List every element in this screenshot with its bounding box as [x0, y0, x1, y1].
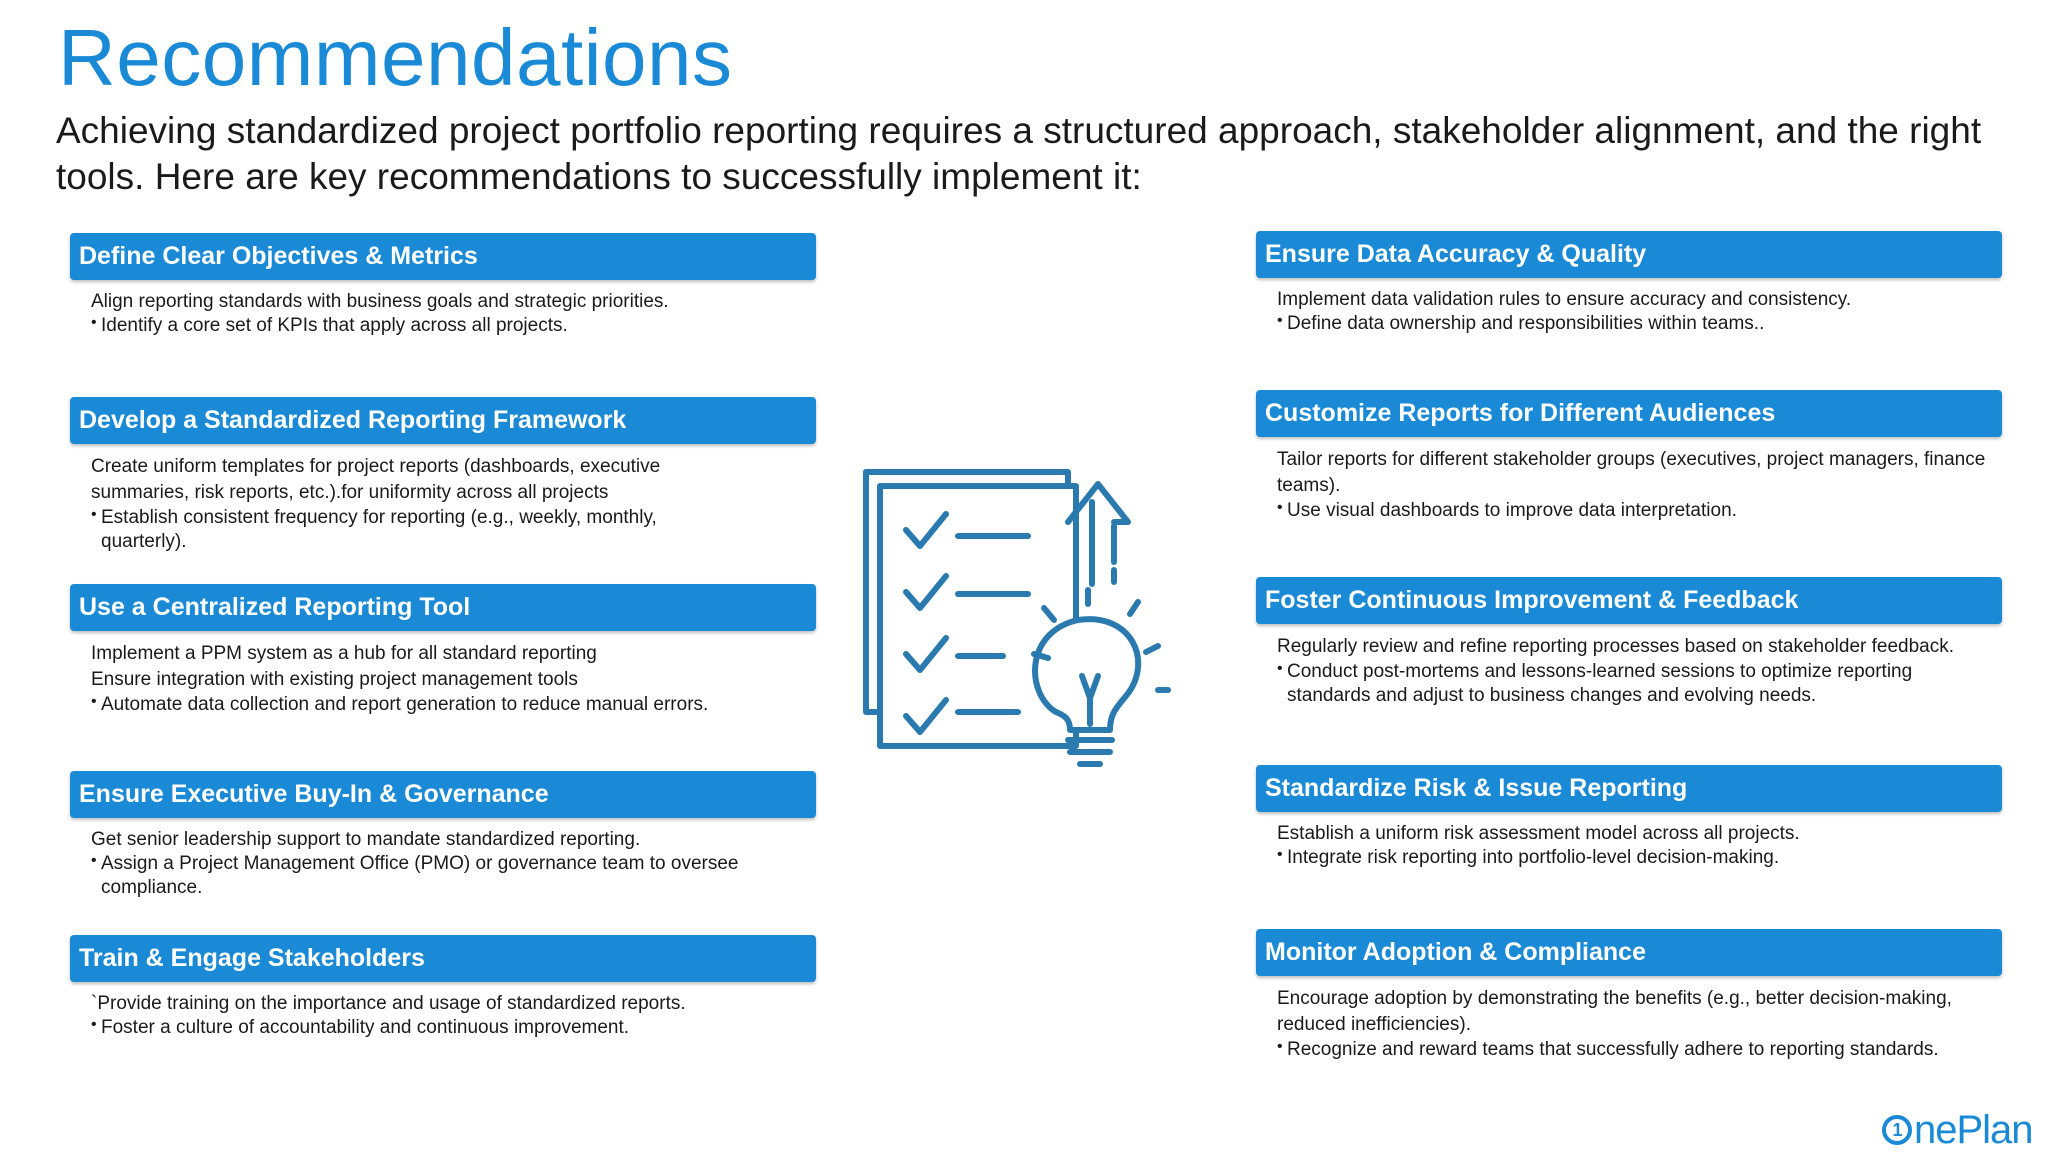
- card-heading: Foster Continuous Improvement & Feedback: [1256, 577, 2002, 624]
- card-text: Regularly review and refine reporting processes based on stakeholder feedback.: [1277, 636, 1955, 657]
- checklist-lightbulb-icon: [858, 462, 1238, 792]
- card-heading: Ensure Data Accuracy & Quality: [1256, 231, 2002, 278]
- card-text: Tailor reports for different stakeholder groups (executives, project managers, finance teams).: [1277, 449, 1986, 496]
- card-continuous-improvement: [1256, 577, 2002, 708]
- card-text: `Provide training on the importance and usage of standardized reports.: [91, 993, 686, 1014]
- card-heading: Customize Reports for Different Audiences: [1256, 390, 2002, 437]
- card-bullet: • Identify a core set of KPIs that apply across all projects.: [91, 314, 804, 338]
- card-heading: Train & Engage Stakeholders: [70, 935, 816, 982]
- card-body: [1256, 624, 2002, 708]
- card-text: Create uniform templates for project reports (dashboards, executive summaries, risk reports, etc.).for uniformity across all projects: [91, 456, 661, 503]
- card-bullet: • Foster a culture of accountability and continuous improvement.: [91, 1016, 804, 1040]
- card-heading: Define Clear Objectives & Metrics: [70, 233, 816, 280]
- card-centralized-tool: [70, 584, 816, 717]
- oneplan-logo: [1882, 1108, 2033, 1152]
- card-body: [70, 818, 816, 900]
- card-text: Align reporting standards with business goals and strategic priorities.: [91, 291, 669, 312]
- card-body: [70, 982, 816, 1040]
- card-bullet: • Conduct post-mortems and lessons-learned sessions to optimize reporting standards and adjust to business changes and evolving needs.: [1277, 660, 1972, 708]
- card-bullet: • Establish consistent frequency for reporting (e.g., weekly, monthly, quarterly).: [91, 506, 716, 554]
- card-heading: Ensure Executive Buy-In & Governance: [70, 771, 816, 818]
- card-text: Implement a PPM system as a hub for all standard reporting: [91, 643, 597, 664]
- card-bullet: • Use visual dashboards to improve data interpretation.: [1277, 499, 1990, 523]
- card-body: [70, 280, 816, 338]
- card-text: Get senior leadership support to mandate standardized reporting.: [91, 829, 641, 850]
- card-heading: Develop a Standardized Reporting Framework: [70, 397, 816, 444]
- card-executive-buy-in: [70, 771, 816, 900]
- card-customize-reports: [1256, 390, 2002, 523]
- card-body: [1256, 278, 2002, 336]
- card-text: Ensure integration with existing project management tools: [91, 669, 578, 690]
- card-bullet: • Recognize and reward teams that successfully adhere to reporting standards.: [1277, 1038, 1992, 1062]
- card-body: [70, 444, 816, 554]
- card-define-objectives: [70, 233, 816, 338]
- card-bullet: • Define data ownership and responsibilities within teams..: [1277, 312, 1990, 336]
- card-text: Implement data validation rules to ensure accuracy and consistency.: [1277, 289, 1852, 310]
- card-body: [1256, 437, 2002, 523]
- logo-mark-icon: 1: [1882, 1115, 1912, 1145]
- card-train-stakeholders: [70, 935, 816, 1040]
- card-data-accuracy: [1256, 231, 2002, 336]
- card-body: [1256, 812, 2002, 870]
- page-title: Recommendations: [58, 13, 733, 102]
- card-heading: Monitor Adoption & Compliance: [1256, 929, 2002, 976]
- card-body: [1256, 976, 2002, 1062]
- logo-text: nePlan: [1914, 1107, 2033, 1152]
- card-reporting-framework: [70, 397, 816, 554]
- card-text: Establish a uniform risk assessment model across all projects.: [1277, 823, 1800, 844]
- card-risk-reporting: [1256, 765, 2002, 870]
- page-subtitle: Achieving standardized project portfolio reporting requires a structured approach, stakeholder alignment, and the right tools. Here are key recommendations to successfully implement it:: [56, 110, 1982, 197]
- card-heading: Standardize Risk & Issue Reporting: [1256, 765, 2002, 812]
- card-text: Encourage adoption by demonstrating the benefits (e.g., better decision-making, reduced inefficiencies).: [1277, 988, 1952, 1035]
- card-heading: Use a Centralized Reporting Tool: [70, 584, 816, 631]
- card-bullet: • Assign a Project Management Office (PMO) or governance team to oversee compliance.: [91, 852, 796, 900]
- card-bullet: • Integrate risk reporting into portfolio-level decision-making.: [1277, 846, 1990, 870]
- card-body: [70, 631, 816, 717]
- card-bullet: • Automate data collection and report generation to reduce manual errors.: [91, 693, 804, 717]
- card-monitor-adoption: [1256, 929, 2002, 1062]
